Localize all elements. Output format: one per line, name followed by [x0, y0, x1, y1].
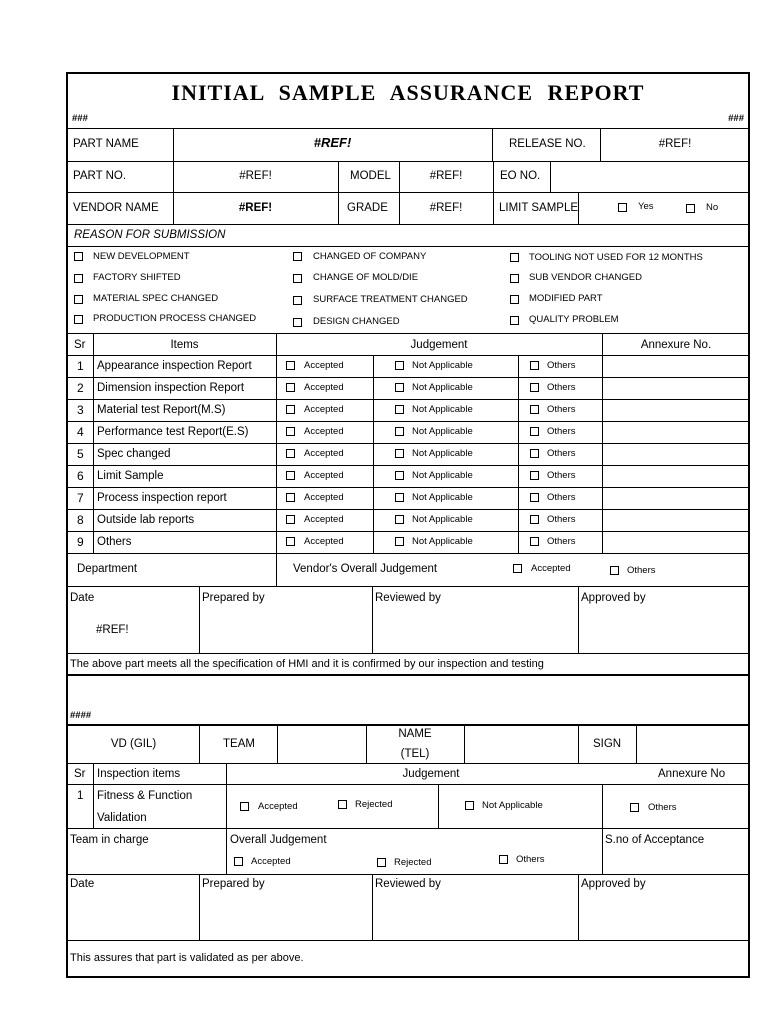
vendor-name-value: #REF!	[238, 202, 273, 214]
part-no-value: #REF!	[239, 170, 272, 182]
reason-label: NEW DEVELOPMENT	[93, 251, 190, 262]
item-sr: 7	[77, 491, 84, 505]
accepted-label: Accepted	[304, 536, 344, 547]
reason-label: MODIFIED PART	[529, 293, 603, 304]
inspection-item-line1: Fitness & Function	[97, 790, 193, 802]
overall-judgement-label: Vendor's Overall Judgement	[293, 563, 438, 575]
inspection-accepted-checkbox[interactable]	[240, 802, 249, 811]
inspection-rejected-checkbox[interactable]	[338, 800, 347, 809]
grade-label: GRADE	[347, 202, 388, 214]
accepted-checkbox[interactable]	[286, 515, 295, 524]
others-checkbox[interactable]	[530, 515, 539, 524]
part-name-label: PART NAME	[73, 138, 139, 150]
team-others-label: Others	[516, 854, 545, 865]
reason-checkbox[interactable]	[74, 295, 83, 304]
not-applicable-checkbox[interactable]	[395, 383, 404, 392]
accepted-label: Accepted	[304, 404, 344, 415]
overall-others-checkbox[interactable]	[610, 566, 619, 575]
inspection-annexure-header: Annexure No	[658, 768, 726, 780]
reason-checkbox[interactable]	[293, 252, 302, 261]
inspection-not-applicable-checkbox[interactable]	[465, 801, 474, 810]
model-value: #REF!	[429, 170, 463, 182]
part-no-label: PART NO.	[73, 170, 127, 182]
accepted-label: Accepted	[304, 360, 344, 371]
others-label: Others	[547, 448, 576, 459]
reason-checkbox[interactable]	[293, 318, 302, 327]
team-label: TEAM	[223, 738, 255, 750]
overall-judgement-label-2: Overall Judgement	[230, 834, 327, 846]
not-applicable-checkbox[interactable]	[395, 361, 404, 370]
reason-label: SUB VENDOR CHANGED	[529, 272, 642, 283]
name-label: NAME	[398, 728, 432, 740]
reason-label: DESIGN CHANGED	[313, 316, 400, 327]
not-applicable-label: Not Applicable	[412, 404, 473, 415]
not-applicable-label: Not Applicable	[412, 492, 473, 503]
grade-value: #REF!	[429, 202, 463, 214]
item-name: Performance test Report(E.S)	[97, 426, 249, 438]
items-sr-header: Sr	[74, 339, 86, 351]
others-label: Others	[547, 470, 576, 481]
reason-checkbox[interactable]	[74, 252, 83, 261]
sign-label: SIGN	[593, 738, 622, 750]
inspection-not-applicable-label: Not Applicable	[482, 800, 543, 811]
item-sr: 4	[77, 425, 84, 439]
inspection-items-header: Inspection items	[97, 768, 181, 780]
reason-checkbox[interactable]	[510, 274, 519, 283]
department-label: Department	[77, 563, 138, 575]
hash-left: ###	[72, 113, 88, 124]
others-label: Others	[547, 404, 576, 415]
reason-label: CHANGED OF COMPANY	[313, 251, 427, 262]
hash-mid: ####	[70, 710, 92, 721]
item-sr: 6	[77, 469, 84, 483]
inspection-sr-header: Sr	[74, 768, 86, 780]
inspection-accepted-label: Accepted	[258, 801, 298, 812]
team-accepted-label: Accepted	[251, 856, 291, 867]
not-applicable-label: Not Applicable	[412, 470, 473, 481]
date-label: Date	[70, 592, 95, 604]
item-name: Process inspection report	[97, 492, 227, 504]
release-no-label: RELEASE NO.	[509, 138, 586, 150]
vendor-name-label: VENDOR NAME	[73, 202, 159, 214]
accepted-checkbox[interactable]	[286, 493, 295, 502]
date-value: #REF!	[96, 624, 129, 636]
reason-label: MATERIAL SPEC CHANGED	[93, 293, 219, 304]
not-applicable-label: Not Applicable	[412, 514, 473, 525]
accepted-label: Accepted	[304, 382, 344, 393]
reason-label: CHANGE OF MOLD/DIE	[313, 272, 419, 283]
statement-validation: This assures that part is validated as per above.	[70, 952, 304, 964]
inspection-judgement-header: Judgement	[402, 768, 460, 780]
accepted-checkbox[interactable]	[286, 405, 295, 414]
accepted-label: Accepted	[304, 426, 344, 437]
accepted-checkbox[interactable]	[286, 449, 295, 458]
inspection-others-checkbox[interactable]	[630, 803, 639, 812]
part-name-value: #REF!	[313, 135, 352, 150]
not-applicable-checkbox[interactable]	[395, 537, 404, 546]
not-applicable-checkbox[interactable]	[395, 449, 404, 458]
team-accepted-checkbox[interactable]	[234, 857, 243, 866]
not-applicable-checkbox[interactable]	[395, 427, 404, 436]
reason-checkbox[interactable]	[510, 253, 519, 262]
item-sr: 5	[77, 447, 84, 461]
item-name: Outside lab reports	[97, 514, 195, 526]
item-sr: 9	[77, 535, 84, 549]
statement-confirmation: The above part meets all the specification of HMI and it is confirmed by our inspection and testing	[70, 658, 544, 670]
reason-label: FACTORY SHIFTED	[93, 272, 181, 283]
approved-by-label: Approved by	[581, 592, 646, 604]
tel-label: (TEL)	[400, 748, 430, 760]
reason-checkbox[interactable]	[510, 295, 519, 304]
overall-accepted-checkbox[interactable]	[513, 564, 522, 573]
inspection-row-sr: 1	[77, 790, 84, 802]
items-header: Items	[170, 339, 199, 351]
release-no-value: #REF!	[658, 138, 692, 150]
others-label: Others	[547, 492, 576, 503]
reason-label: TOOLING NOT USED FOR 12 MONTHS	[529, 252, 703, 263]
reason-checkbox[interactable]	[293, 296, 302, 305]
not-applicable-label: Not Applicable	[412, 382, 473, 393]
others-checkbox[interactable]	[530, 471, 539, 480]
report-sheet	[66, 72, 750, 978]
others-checkbox[interactable]	[530, 405, 539, 414]
team-rejected-label: Rejected	[394, 857, 432, 868]
others-label: Others	[547, 426, 576, 437]
limit-sample-no-checkbox[interactable]	[686, 204, 695, 213]
not-applicable-checkbox[interactable]	[395, 405, 404, 414]
not-applicable-label: Not Applicable	[412, 360, 473, 371]
hash-right: ###	[728, 113, 744, 124]
accepted-label: Accepted	[304, 492, 344, 503]
accepted-checkbox[interactable]	[286, 471, 295, 480]
date-label-2: Date	[70, 878, 95, 890]
limit-sample-label: LIMIT SAMPLE	[499, 202, 579, 214]
prepared-by-label: Prepared by	[202, 592, 265, 604]
item-name: Others	[97, 536, 132, 548]
reason-checkbox[interactable]	[74, 274, 83, 283]
item-sr: 1	[77, 359, 84, 373]
reason-checkbox[interactable]	[74, 315, 83, 324]
others-checkbox[interactable]	[530, 383, 539, 392]
not-applicable-checkbox[interactable]	[395, 515, 404, 524]
report-title: INITIAL SAMPLE ASSURANCE REPORT	[171, 80, 645, 105]
item-name: Spec changed	[97, 448, 171, 460]
accepted-checkbox[interactable]	[286, 383, 295, 392]
others-checkbox[interactable]	[530, 361, 539, 370]
accepted-checkbox[interactable]	[286, 537, 295, 546]
team-others-checkbox[interactable]	[499, 855, 508, 864]
item-sr: 3	[77, 403, 84, 417]
reason-heading: REASON FOR SUBMISSION	[74, 229, 226, 241]
prepared-by-label-2: Prepared by	[202, 878, 265, 890]
approved-by-label-2: Approved by	[581, 878, 646, 890]
limit-sample-yes-label: Yes	[638, 201, 654, 212]
not-applicable-label: Not Applicable	[412, 536, 473, 547]
item-name: Material test Report(M.S)	[97, 404, 226, 416]
sno-acceptance-label: S.no of Acceptance	[605, 834, 705, 846]
inspection-others-label: Others	[648, 802, 677, 813]
reason-checkbox[interactable]	[510, 316, 519, 325]
not-applicable-label: Not Applicable	[412, 426, 473, 437]
reason-checkbox[interactable]	[293, 274, 302, 283]
others-checkbox[interactable]	[530, 449, 539, 458]
reason-label: PRODUCTION PROCESS CHANGED	[93, 313, 257, 324]
overall-others-label: Others	[627, 565, 656, 576]
accepted-label: Accepted	[304, 448, 344, 459]
not-applicable-checkbox[interactable]	[395, 493, 404, 502]
limit-sample-no-label: No	[706, 202, 719, 213]
not-applicable-label: Not Applicable	[412, 448, 473, 459]
annexure-header: Annexure No.	[640, 339, 712, 351]
others-label: Others	[547, 382, 576, 393]
item-name: Dimension inspection Report	[97, 382, 245, 394]
accepted-label: Accepted	[304, 514, 344, 525]
item-name: Appearance inspection Report	[97, 360, 252, 372]
item-sr: 2	[77, 381, 84, 395]
accepted-checkbox[interactable]	[286, 427, 295, 436]
vd-gil-label: VD (GIL)	[110, 738, 157, 750]
judgement-header: Judgement	[410, 339, 468, 351]
item-sr: 8	[77, 513, 84, 527]
item-name: Limit Sample	[97, 470, 164, 482]
others-label: Others	[547, 360, 576, 371]
limit-sample-yes-checkbox[interactable]	[618, 203, 627, 212]
reviewed-by-label: Reviewed by	[375, 592, 441, 604]
accepted-checkbox[interactable]	[286, 361, 295, 370]
reason-label: QUALITY PROBLEM	[529, 314, 619, 325]
others-label: Others	[547, 514, 576, 525]
reviewed-by-label-2: Reviewed by	[375, 878, 441, 890]
others-label: Others	[547, 536, 576, 547]
team-rejected-checkbox[interactable]	[377, 858, 386, 867]
team-in-charge-label: Team in charge	[70, 834, 149, 846]
reason-label: SURFACE TREATMENT CHANGED	[313, 294, 468, 305]
others-checkbox[interactable]	[530, 493, 539, 502]
not-applicable-checkbox[interactable]	[395, 471, 404, 480]
inspection-item-line2: Validation	[97, 812, 147, 824]
accepted-label: Accepted	[304, 470, 344, 481]
inspection-rejected-label: Rejected	[355, 799, 393, 810]
others-checkbox[interactable]	[530, 427, 539, 436]
model-label: MODEL	[350, 170, 391, 182]
eo-no-label: EO NO.	[500, 170, 541, 182]
others-checkbox[interactable]	[530, 537, 539, 546]
overall-accepted-label: Accepted	[531, 563, 571, 574]
